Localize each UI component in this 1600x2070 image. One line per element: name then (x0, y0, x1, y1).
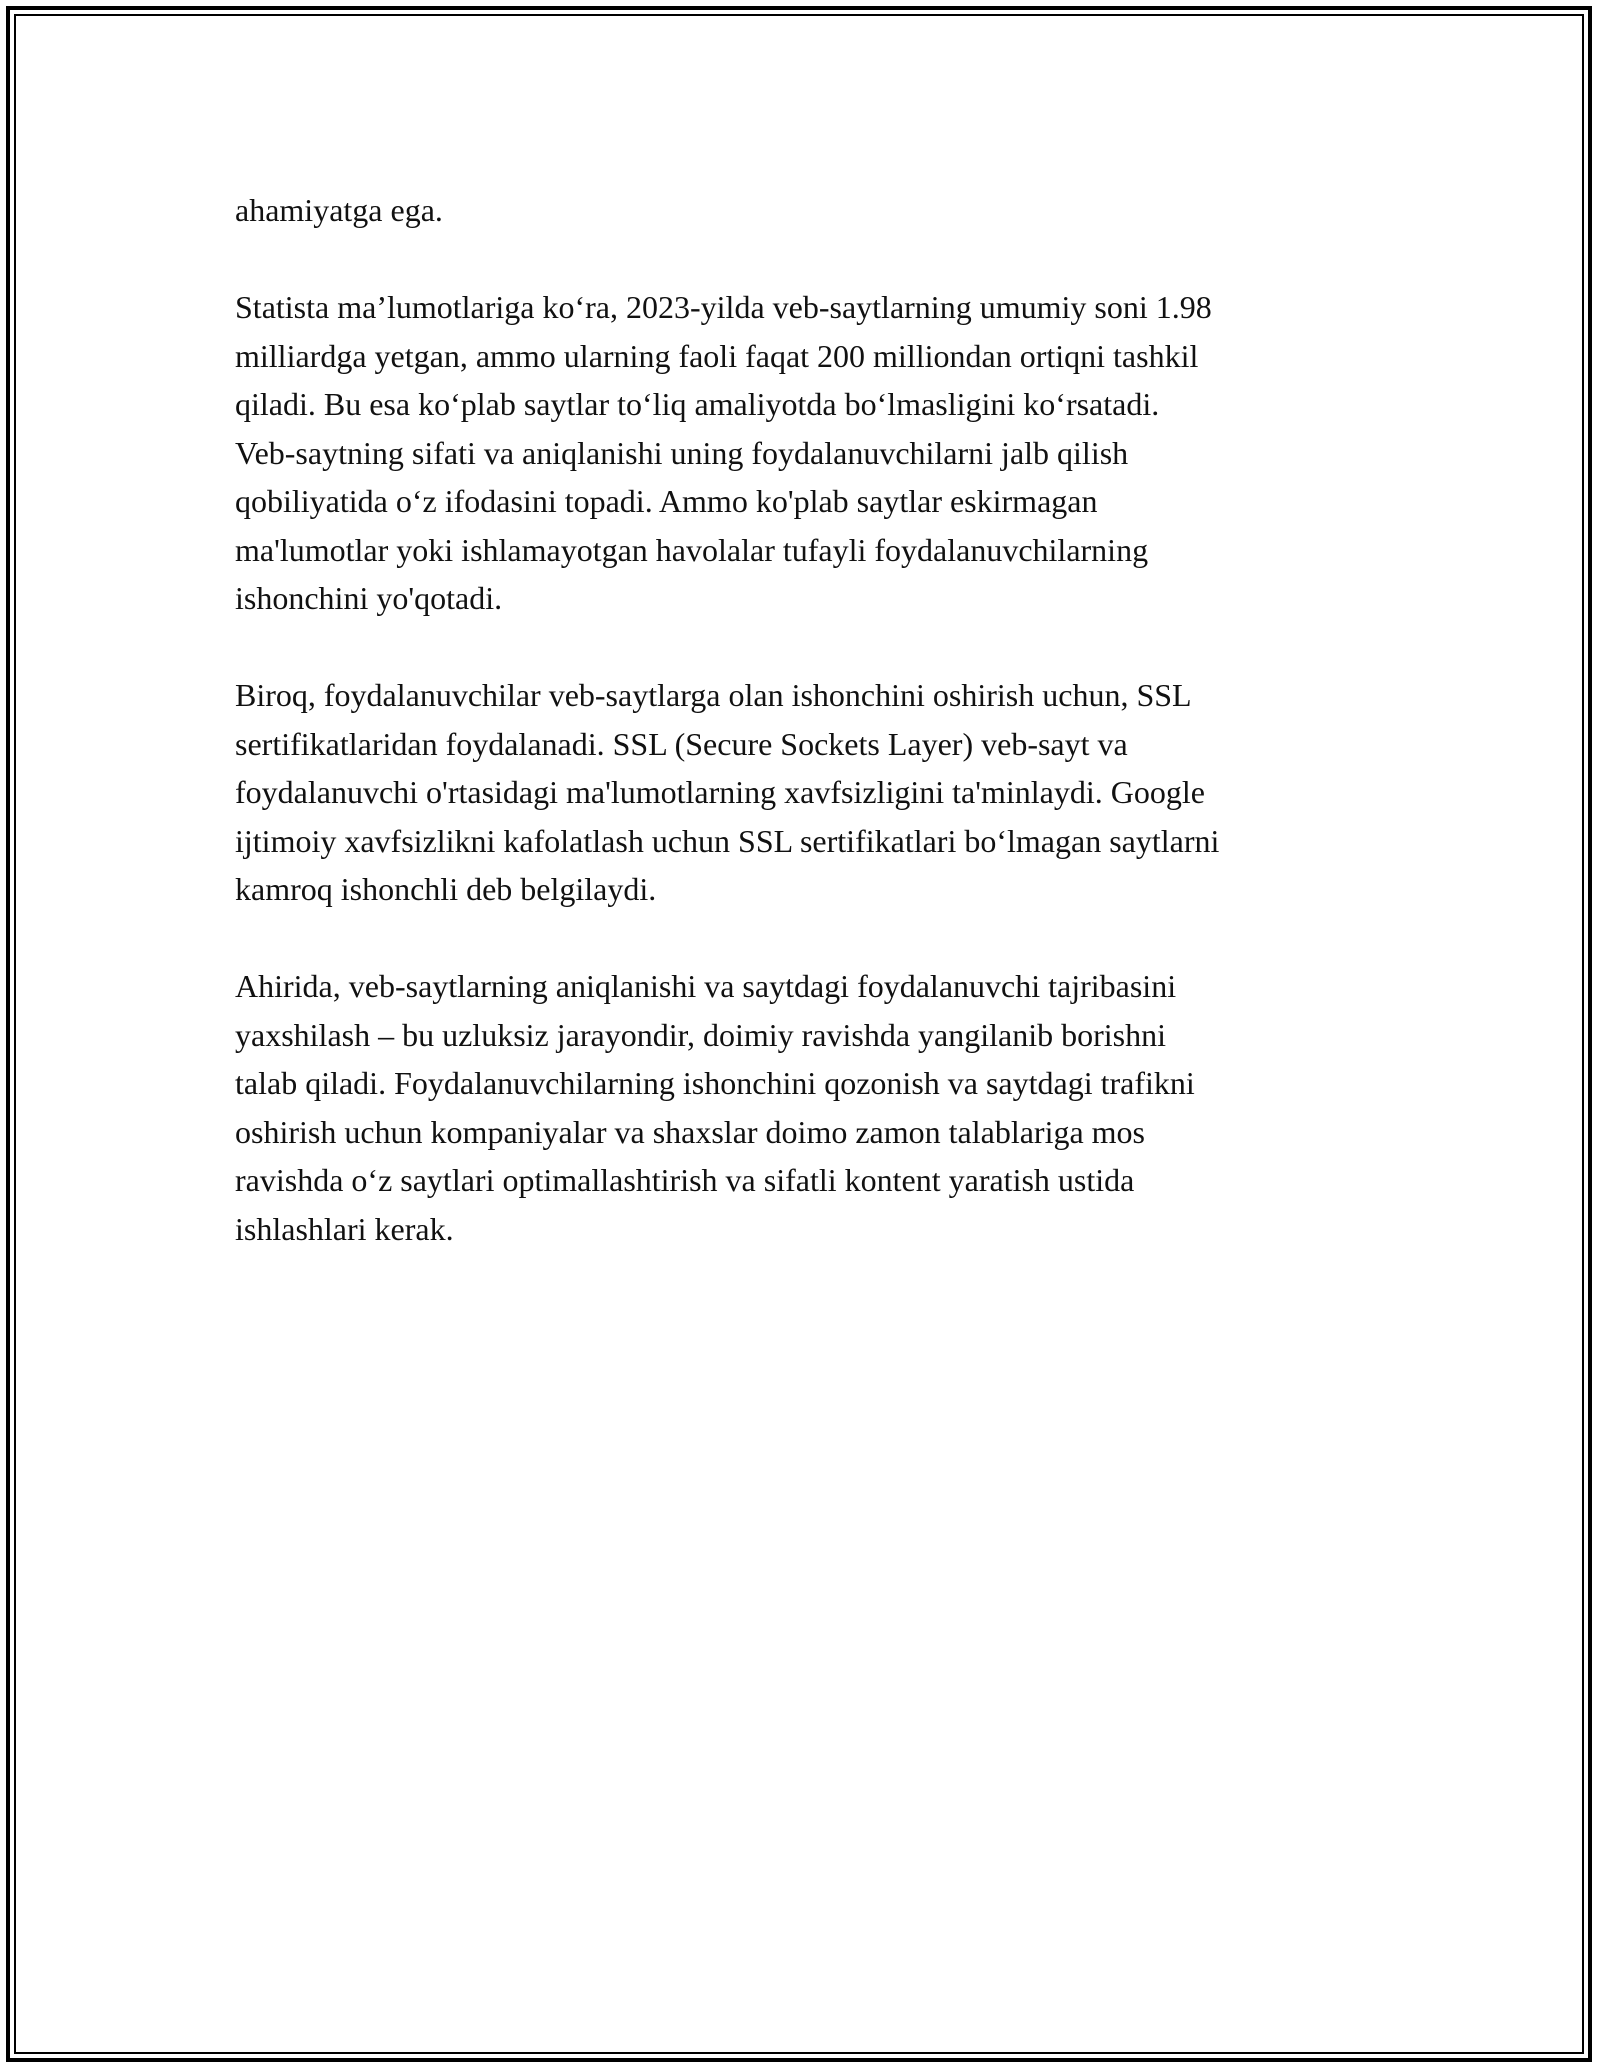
paragraph-ssl: Biroq, foydalanuvchilar veb-saytlarga olan ishonchini oshirish uchun, SSL sertifikatlaridan foydalanadi. SSL (Secure Sockets Layer) veb-sayt va foydalanuvchi o'rtasidagi ma'lumotlarning xavfsizligini ta'minlaydi. Google ijtimoiy xavfsizlikni kafolatlash uchun SSL sertifikatlari bo‘lmagan saytlarni kamroq ishonchli deb belgilaydi. (235, 677, 1220, 907)
paragraph-conclusion: Ahirida, veb-saytlarning aniqlanishi va saytdagi foydalanuvchi tajribasini yaxshilash – bu uzluksiz jarayondir, doimiy ravishda yangilanib borishni talab qiladi. Foydalanuvchilarning ishonchini qozonish va saytdagi trafikni oshirish uchun kompaniyalar va shaxslar doimo zamon talablariga mos ravishda o‘z saytlari optimallashtirish va sifatli kontent yaratish ustida ishlashlari kerak. (235, 968, 1195, 1247)
document-body (235, 186, 1375, 1302)
paragraph-statista: Statista ma’lumotlariga ko‘ra, 2023-yilda veb-saytlarning umumiy soni 1.98 milliardga yetgan, ammo ularning faoli faqat 200 milliondan ortiqni tashkil qiladi. Bu esa ko‘plab saytlar to‘liq amaliyotda bo‘lmasligini ko‘rsatadi. Veb-saytning sifati va aniqlanishi uning foydalanuvchilarni jalb qilish qobiliyatida o‘z ifodasini topadi. Ammo ko'plab saytlar eskirmagan ma'lumotlar yoki ishlamayotgan havolalar tufayli foydalanuvchilarning ishonchini yo'qotadi. (235, 289, 1212, 616)
paragraph-continuation: ahamiyatga ega. (235, 192, 443, 228)
